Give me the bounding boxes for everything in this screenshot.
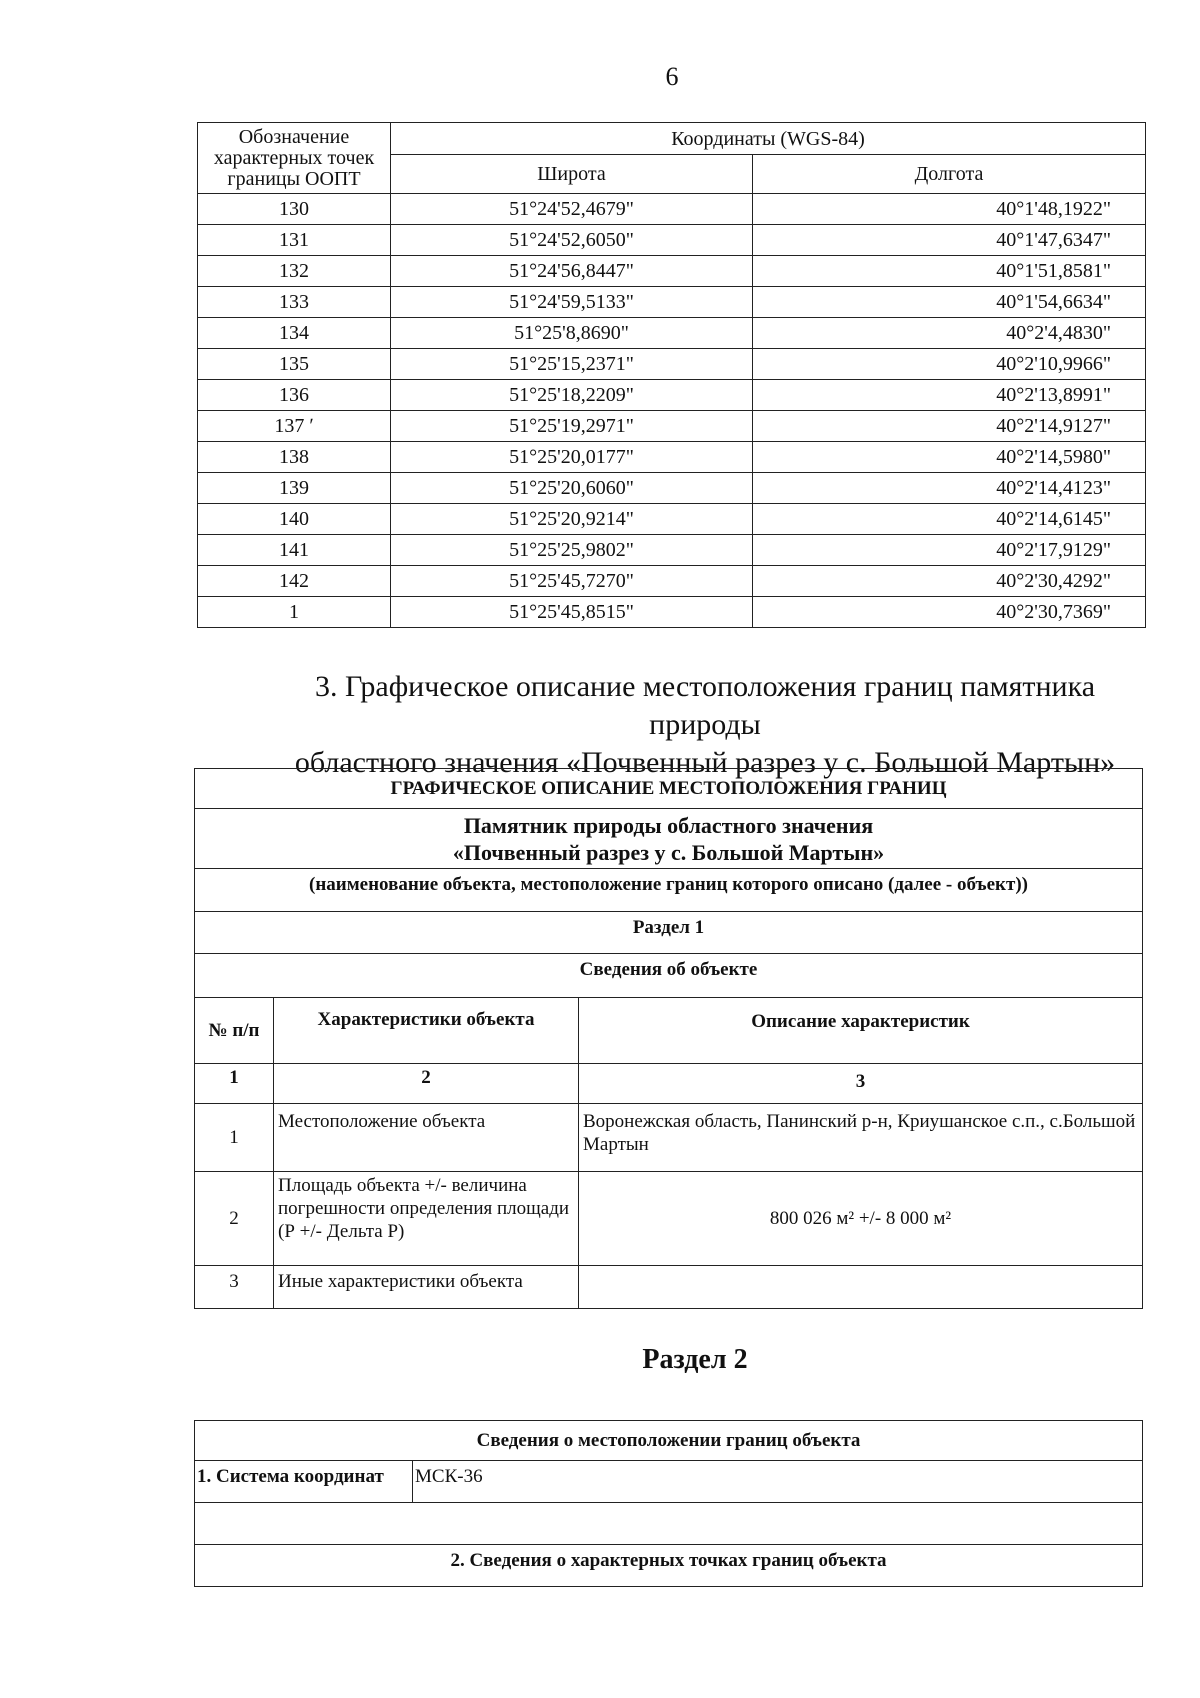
latitude-cell: 51°24'52,6050" bbox=[391, 225, 753, 256]
object-name bbox=[195, 809, 1143, 869]
section-1-label: Раздел 1 bbox=[195, 912, 1143, 954]
graphic-table-title: ГРАФИЧЕСКОЕ ОПИСАНИЕ МЕСТОПОЛОЖЕНИЯ ГРАНИЦ bbox=[195, 769, 1143, 809]
table-row bbox=[198, 349, 1146, 380]
coordinates-table bbox=[197, 122, 1146, 628]
table-row bbox=[198, 597, 1146, 628]
object-name-line-1: Памятник природы областного значения bbox=[463, 812, 874, 838]
graphic-description-table bbox=[194, 768, 1143, 1309]
longitude-cell: 40°2'10,9966" bbox=[753, 349, 1146, 380]
coordinates-header: Координаты (WGS-84) bbox=[391, 123, 1146, 155]
num-column-header: № п/п bbox=[195, 998, 274, 1064]
table-row bbox=[198, 473, 1146, 504]
point-id: 130 bbox=[198, 194, 391, 225]
point-id: 140 bbox=[198, 504, 391, 535]
page-number: 6 bbox=[665, 62, 679, 91]
point-id: 142 bbox=[198, 566, 391, 597]
latitude-cell: 51°25'45,7270" bbox=[391, 566, 753, 597]
section-3-heading bbox=[260, 668, 1150, 782]
point-id: 133 bbox=[198, 287, 391, 318]
point-id: 1 bbox=[198, 597, 391, 628]
latitude-header: Широта bbox=[391, 155, 753, 194]
table-row bbox=[198, 442, 1146, 473]
table-row bbox=[198, 411, 1146, 442]
characteristic-value: 800 026 м² +/- 8 000 м² bbox=[579, 1172, 1143, 1266]
latitude-cell: 51°25'8,8690" bbox=[391, 318, 753, 349]
characteristic-value: Воронежская область, Панинский р-н, Криушанское с.п., с.Большой Мартын bbox=[579, 1104, 1143, 1172]
latitude-cell: 51°25'15,2371" bbox=[391, 349, 753, 380]
boundary-table-title: Сведения о местоположении границ объекта bbox=[195, 1421, 1143, 1461]
table-row bbox=[198, 504, 1146, 535]
empty-row bbox=[195, 1503, 1143, 1545]
point-id: 138 bbox=[198, 442, 391, 473]
column-number-1: 1 bbox=[195, 1064, 274, 1104]
longitude-cell: 40°2'17,9129" bbox=[753, 535, 1146, 566]
characteristics-column-header: Характеристики объекта bbox=[274, 998, 579, 1064]
table-row bbox=[198, 287, 1146, 318]
longitude-cell: 40°2'4,4830" bbox=[753, 318, 1146, 349]
latitude-cell: 51°24'56,8447" bbox=[391, 256, 753, 287]
longitude-cell: 40°2'14,6145" bbox=[753, 504, 1146, 535]
row-number: 1 bbox=[195, 1104, 274, 1172]
point-column-header: Обозначение характерных точек границы ООПТ bbox=[198, 123, 391, 194]
latitude-cell: 51°24'52,4679" bbox=[391, 194, 753, 225]
table-row bbox=[198, 194, 1146, 225]
table-row bbox=[198, 318, 1146, 349]
point-id: 134 bbox=[198, 318, 391, 349]
table-row bbox=[195, 1104, 1143, 1172]
longitude-cell: 40°2'30,7369" bbox=[753, 597, 1146, 628]
characteristic-name: Иные характеристики объекта bbox=[274, 1266, 579, 1309]
column-number-row bbox=[195, 1064, 1143, 1104]
section-1-subtitle: Сведения об объекте bbox=[195, 954, 1143, 998]
table-row bbox=[198, 225, 1146, 256]
longitude-cell: 40°2'13,8991" bbox=[753, 380, 1146, 411]
table-row bbox=[195, 1266, 1143, 1309]
column-number-3: 3 bbox=[579, 1064, 1143, 1104]
point-id: 139 bbox=[198, 473, 391, 504]
coordinate-system-label: 1. Система координат bbox=[195, 1461, 413, 1503]
latitude-cell: 51°25'20,9214" bbox=[391, 504, 753, 535]
longitude-cell: 40°1'47,6347" bbox=[753, 225, 1146, 256]
characteristic-name: Местоположение объекта bbox=[274, 1104, 579, 1172]
section-2-title: Раздел 2 bbox=[642, 1344, 748, 1375]
point-id: 135 bbox=[198, 349, 391, 380]
table-row bbox=[195, 1172, 1143, 1266]
object-name-caption: (наименование объекта, местоположение границ которого описано (далее - объект)) bbox=[195, 869, 1143, 912]
longitude-cell: 40°1'54,6634" bbox=[753, 287, 1146, 318]
longitude-cell: 40°2'30,4292" bbox=[753, 566, 1146, 597]
latitude-cell: 51°25'20,0177" bbox=[391, 442, 753, 473]
table-header-row bbox=[198, 123, 1146, 155]
point-id: 136 bbox=[198, 380, 391, 411]
row-number: 3 bbox=[195, 1266, 274, 1309]
row-number: 2 bbox=[195, 1172, 274, 1266]
column-number-2: 2 bbox=[274, 1064, 579, 1104]
object-name-line-2: «Почвенный разрез у с. Большой Мартын» bbox=[452, 839, 885, 865]
heading-line-1: 3. Графическое описание местоположения границ памятника природы bbox=[314, 670, 1096, 741]
latitude-cell: 51°25'19,2971" bbox=[391, 411, 753, 442]
latitude-cell: 51°25'20,6060" bbox=[391, 473, 753, 504]
point-id: 137 ʹ bbox=[198, 411, 391, 442]
coordinate-system-value: МСК-36 bbox=[413, 1461, 1143, 1503]
latitude-cell: 51°25'45,8515" bbox=[391, 597, 753, 628]
point-id: 132 bbox=[198, 256, 391, 287]
point-id: 131 bbox=[198, 225, 391, 256]
table-row bbox=[198, 535, 1146, 566]
column-header-row bbox=[195, 998, 1143, 1064]
table-row bbox=[198, 256, 1146, 287]
boundary-info-table bbox=[194, 1420, 1143, 1587]
table-row bbox=[198, 566, 1146, 597]
heading-line-2: областного значения «Почвенный разрез у с. Большой Мартын» bbox=[294, 746, 1116, 779]
characteristic-value bbox=[579, 1266, 1143, 1309]
latitude-cell: 51°25'25,9802" bbox=[391, 535, 753, 566]
characteristic-name: Площадь объекта +/- величина погрешности определения площади (Р +/- Дельта Р) bbox=[274, 1172, 579, 1266]
latitude-cell: 51°24'59,5133" bbox=[391, 287, 753, 318]
longitude-header: Долгота bbox=[753, 155, 1146, 194]
latitude-cell: 51°25'18,2209" bbox=[391, 380, 753, 411]
description-column-header: Описание характеристик bbox=[579, 998, 1143, 1064]
point-id: 141 bbox=[198, 535, 391, 566]
longitude-cell: 40°2'14,4123" bbox=[753, 473, 1146, 504]
longitude-cell: 40°1'48,1922" bbox=[753, 194, 1146, 225]
longitude-cell: 40°1'51,8581" bbox=[753, 256, 1146, 287]
table-row bbox=[198, 380, 1146, 411]
table-row bbox=[195, 1461, 1143, 1503]
characteristic-points-title: 2. Сведения о характерных точках границ объекта bbox=[195, 1545, 1143, 1587]
longitude-cell: 40°2'14,9127" bbox=[753, 411, 1146, 442]
longitude-cell: 40°2'14,5980" bbox=[753, 442, 1146, 473]
